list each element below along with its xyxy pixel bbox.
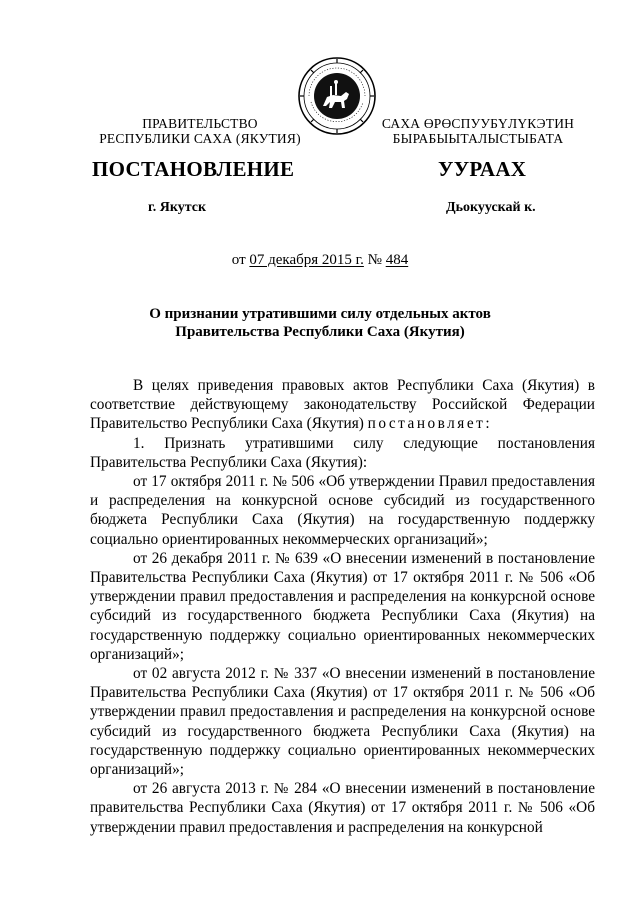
preamble-resolve: постановляет: xyxy=(367,415,493,433)
number-prefix: № xyxy=(363,252,386,268)
government-name-ru xyxy=(90,116,310,146)
header-right-line2: БЫРАБЫЫТАЛЫСТЫБАТА xyxy=(392,131,564,146)
document-date: 07 декабря 2015 г. xyxy=(249,252,364,268)
paragraph-item1: 1. Признать утратившими силу следующие постановления Правительства Республики Саха (Якутия): xyxy=(90,434,595,471)
header-left-line2: РЕСПУБЛИКИ САХА (ЯКУТИЯ) xyxy=(99,131,301,146)
doc-type-ru: ПОСТАНОВЛЕНИЕ xyxy=(92,157,295,181)
paragraph-preamble xyxy=(90,376,595,434)
header-left-line1: ПРАВИТЕЛЬСТВО xyxy=(142,116,258,131)
city-sakha: Дьокуускай к. xyxy=(446,200,536,215)
document-body xyxy=(90,376,595,837)
paragraph-act-506: от 17 октября 2011 г. № 506 «Об утверждении Правил предоставления и распределения на конкурсной основе субсидий из государственного бюджета Республики Саха (Якутия) на государственную поддержку социально ориентированных некоммерческих организаций»; xyxy=(90,473,595,548)
title-line2: Правительства Республики Саха (Якутия) xyxy=(175,324,465,340)
paragraph-act-639: от 26 декабря 2011 г. № 639 «О внесении изменений в постановление Правительства Республики Саха (Якутия) от 17 октября 2011 г. № 506 «Об утверждении правил предоставления и распределения на конкурсной основе субсидий из государственного бюджета Республики Саха (Якутия) на государственную поддержку социально ориентированных некоммерческих организаций»; xyxy=(90,549,595,663)
date-line xyxy=(0,252,640,269)
document-title xyxy=(0,305,640,341)
government-name-sakha xyxy=(368,116,588,146)
title-line1: О признании утратившими силу отдельных актов xyxy=(149,306,491,322)
header-right-line1: САХА ӨРӨСПУУБҮЛҮКЭТИН xyxy=(381,116,575,131)
preamble-text: В целях приведения правовых актов Республики Саха (Якутия) в соответствие действующему законодательству Российской Федерации Правительство Республики Саха (Якутия) xyxy=(90,377,595,433)
city-ru: г. Якутск xyxy=(148,200,207,215)
doc-type-sakha: УУРААХ xyxy=(438,157,527,181)
paragraph-act-337: от 02 августа 2012 г. № 337 «О внесении изменений в постановление Правительства Республики Саха (Якутия) от 17 октября 2011 г. № 506 «Об утверждении правил предоставления и распределения на конкурсной основе субсидий из государственного бюджета Республики Саха (Якутия) на государственную поддержку социально ориентированных некоммерческих организаций»; xyxy=(90,665,595,779)
paragraph-act-284: от 26 августа 2013 г. № 284 «О внесении изменений в постановление правительства Республики Саха (Якутия) от 17 октября 2011 г. № 506 «Об утверждении правил предоставления и распределения на конкурсной xyxy=(90,780,595,836)
document-number: 484 xyxy=(385,252,409,268)
date-prefix: от xyxy=(231,252,250,268)
